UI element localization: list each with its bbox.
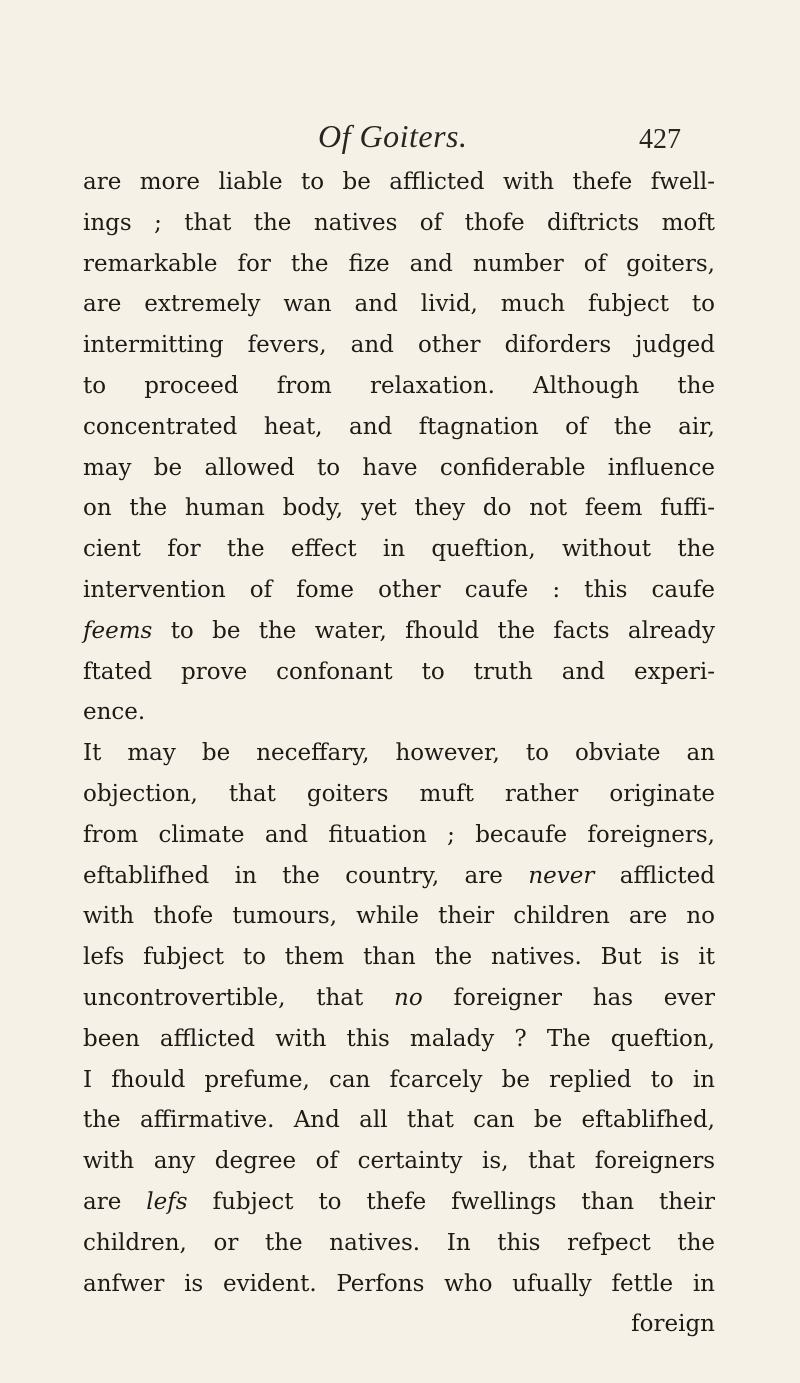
text-line: are extremely wan and livid, much fubject to [83,291,715,318]
catchword: foreign [631,1311,715,1338]
text-line: objection, that goiters muft rather originate [83,780,715,807]
italic-word: feems [83,617,153,644]
page-number: 427 [639,124,681,155]
text-segment: afflicted [619,862,716,889]
text-line: to proceed from relaxation. Although the [83,372,715,399]
body-text [83,162,715,1345]
text-line [83,856,715,897]
text-segment: eftablifhed in the country, are [83,862,503,889]
text-line: anfwer is evident. Perfons who ufually fettle in [83,1270,715,1297]
text-line: ence. [83,699,146,726]
text-line: intermitting fevers, and other diforders judged [83,332,715,359]
text-line: ftated prove confonant to truth and experi- [83,658,715,685]
text-line [83,1182,715,1223]
chapter-title: Of Goiters. [318,118,468,154]
running-head [0,118,800,158]
text-line: children, or the natives. In this refpect the [83,1229,715,1256]
text-line: with thofe tumours, while their children are no [83,903,715,930]
text-line [83,611,715,652]
text-line: are more liable to be afflicted with thefe fwell- [83,169,715,195]
text-line: ings ; that the natives of thofe diftricts moft [83,209,715,236]
text-line: with any degree of certainty is, that foreigners [83,1148,715,1175]
italic-word: lefs [146,1188,188,1215]
text-line: from climate and fituation ; becaufe foreigners, [83,821,715,848]
text-line [83,978,715,1019]
text-line: I fhould prefume, can fcarcely be replied to in [83,1066,715,1093]
text-line: intervention of fome other caufe : this caufe [83,576,715,603]
text-line: been afflicted with this malady ? The queftion, [83,1025,715,1052]
text-segment: uncontrovertible, that [83,984,364,1011]
text-segment: to be the water, fhould the facts already [170,617,716,644]
text-line: may be allowed to have confiderable influence [83,454,715,481]
italic-word: no [394,984,423,1011]
text-line: the affirmative. And all that can be eftablifhed, [83,1107,715,1134]
text-segment: fubject to thefe fwellings than their [212,1188,716,1215]
text-line: It may be neceffary, however, to obviate an [83,740,715,767]
text-line: concentrated heat, and ftagnation of the air, [83,413,715,440]
text-segment: foreigner has ever [453,984,716,1011]
text-line: cient for the effect in queftion, without the [83,536,715,563]
text-line: remarkable for the fize and number of goiters, [83,250,715,277]
text-line: on the human body, yet they do not feem fuffi- [83,495,715,522]
text-segment: are [83,1188,122,1215]
italic-word: never [528,862,595,889]
text-line: lefs fubject to them than the natives. But is it [83,944,715,971]
